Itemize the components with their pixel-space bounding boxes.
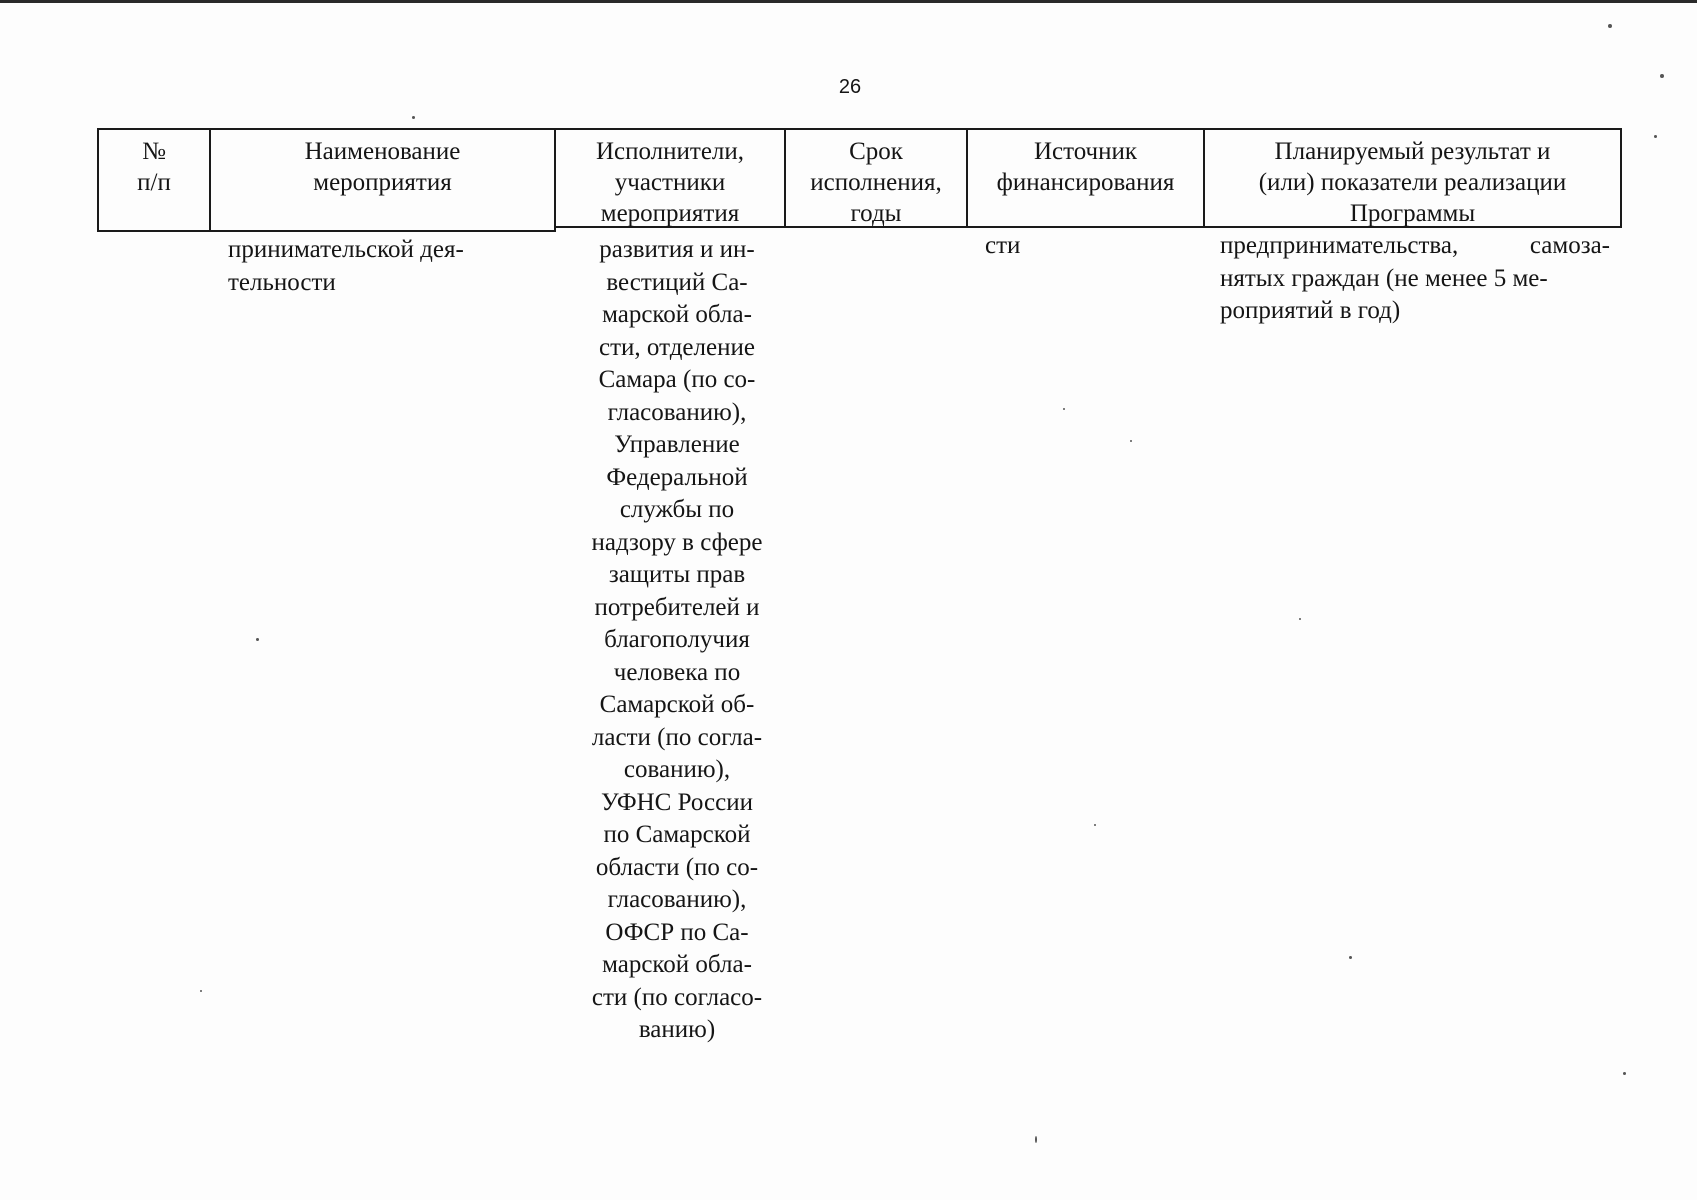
name-line: [228, 234, 544, 267]
header-source-line: финансирования: [996, 169, 1175, 196]
header-term-line: Срок: [849, 138, 903, 165]
header-cell-name: [211, 128, 556, 232]
executors-line: вестиций Са-: [606, 268, 748, 296]
executors-line: Федеральной: [606, 463, 748, 491]
executors-line: сти (по согласо-: [591, 983, 763, 1011]
header-source-line: Источник: [1033, 138, 1138, 165]
scan-speck: [256, 638, 259, 641]
executors-line: по Самарской: [603, 821, 751, 848]
name-line: тельности: [228, 268, 336, 296]
scan-speck: [1094, 824, 1096, 826]
executors-line: ласти (по согла-: [591, 723, 763, 751]
executors-line: УФНС России: [601, 788, 753, 816]
executors-line: человека по: [613, 658, 741, 686]
header-cell-term: [786, 128, 968, 228]
executors-line: развития и ин-: [599, 236, 755, 263]
header-name-line: Наименование: [304, 138, 461, 165]
scan-speck: [200, 990, 202, 992]
executors-line: сованию),: [623, 756, 731, 783]
row-cell-executors: [570, 234, 784, 1047]
header-executors-line: участники: [614, 169, 726, 196]
page-number: 26: [838, 76, 862, 98]
scan-speck: [1660, 74, 1664, 78]
scan-speck: [1349, 956, 1352, 959]
executors-line: Самара (по со-: [598, 366, 756, 393]
header-number-line: п/п: [137, 169, 171, 196]
name-text: дея-: [420, 236, 464, 263]
result-line: [1220, 230, 1610, 263]
executors-line: защиты прав: [608, 561, 746, 588]
executors-line: благополучия: [604, 626, 750, 653]
executors-line: марской обла-: [602, 951, 752, 978]
executors-line: надзору в сфере: [591, 528, 763, 556]
scan-speck: [1035, 1136, 1037, 1143]
executors-line: марской обла-: [602, 301, 752, 328]
name-text: принимательской: [228, 236, 414, 263]
executors-line: Самарской об-: [599, 691, 755, 718]
executors-line: службы по: [619, 496, 735, 523]
header-result-line: (или) показатели реализации: [1258, 169, 1567, 196]
scan-speck: [1063, 408, 1065, 410]
row-cell-result: [1220, 230, 1610, 328]
scan-top-edge: [0, 0, 1697, 3]
header-executors-line: мероприятия: [600, 200, 740, 227]
header-cell-executors: [556, 128, 786, 228]
header-name-line: мероприятия: [313, 169, 452, 196]
executors-line: гласованию),: [607, 398, 747, 426]
result-line: роприятий в год): [1220, 297, 1401, 324]
header-cell-number: [97, 128, 211, 232]
scan-speck: [1299, 618, 1301, 620]
header-cell-result: [1205, 128, 1622, 228]
scan-speck: [1654, 135, 1657, 138]
header-result-line: Программы: [1349, 200, 1476, 227]
header-cell-source: [968, 128, 1205, 228]
scan-speck: [1130, 440, 1132, 442]
result-line: нятых граждан (не менее 5 ме-: [1220, 264, 1548, 292]
table-header: [97, 128, 1622, 232]
header-result-line: Планируемый результат и: [1274, 138, 1551, 165]
executors-line: гласованию),: [607, 886, 747, 913]
row-cell-name: [228, 234, 544, 299]
executors-line: сти, отделение: [599, 333, 755, 361]
executors-line: потребителей и: [594, 593, 760, 621]
executors-line: ОФСР по Са-: [605, 918, 749, 946]
executors-line: ванию): [638, 1016, 716, 1043]
header-term-line: годы: [850, 200, 902, 227]
result-text: самоза-: [1529, 232, 1610, 259]
header-number-line: №: [142, 138, 166, 165]
scan-speck: [412, 116, 415, 119]
header-term-line: исполнения,: [810, 169, 942, 196]
header-executors-line: Исполнители,: [595, 138, 745, 165]
row-cell-source: сти: [985, 232, 1021, 259]
executors-line: области (по со-: [595, 853, 759, 881]
scan-speck: [1608, 24, 1612, 28]
result-text: предпринимательства,: [1220, 232, 1459, 259]
executors-line: Управление: [614, 431, 740, 458]
scan-speck: [1623, 1072, 1626, 1075]
